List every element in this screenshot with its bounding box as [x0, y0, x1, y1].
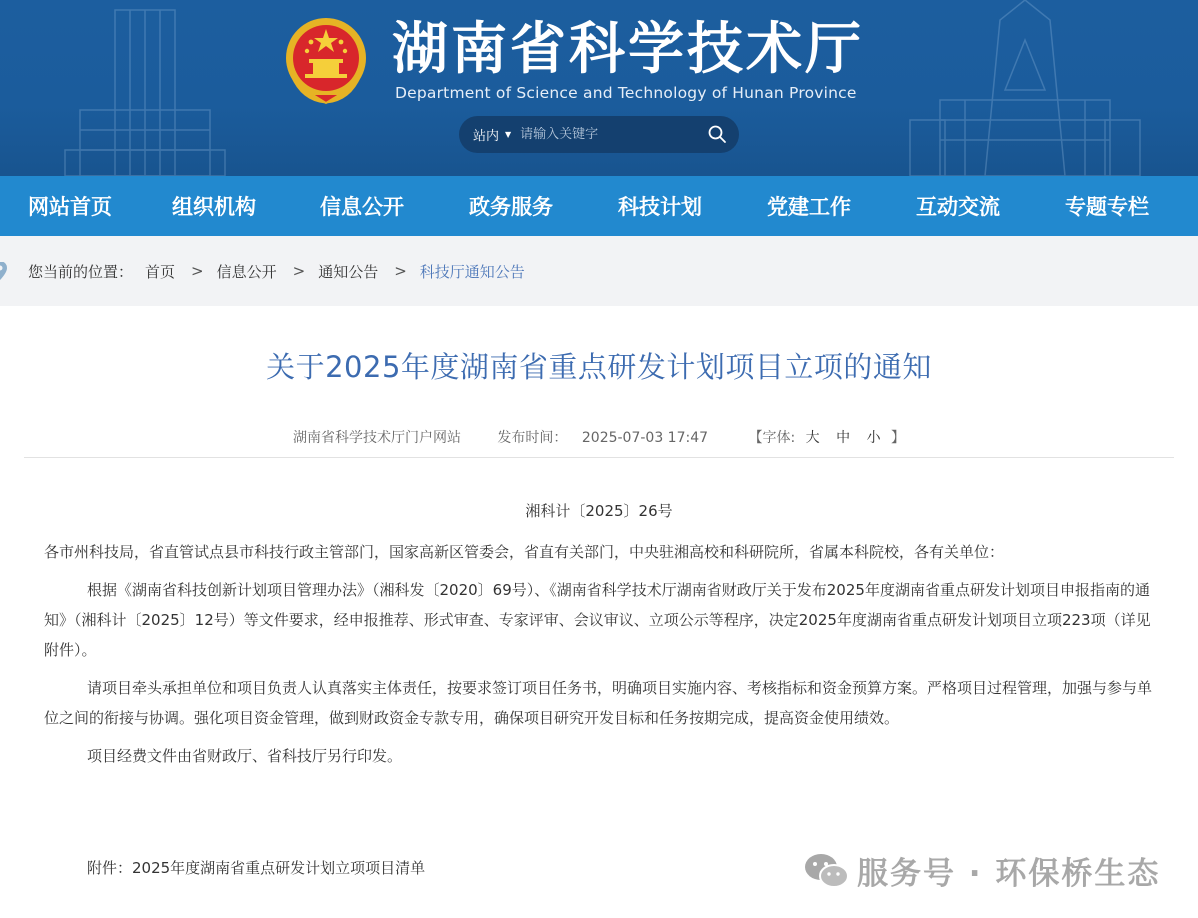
nav-item-sci-tech-plan[interactable]: 科技计划 [618, 195, 702, 219]
nav-item-gov-services[interactable]: 政务服务 [469, 195, 553, 219]
attachment-link[interactable]: 附件：2025年度湖南省重点研发计划立项项目清单 [87, 859, 426, 877]
search-scope-label: 站内 [473, 129, 500, 144]
font-size-control [749, 427, 906, 447]
national-emblem-icon [283, 15, 369, 105]
breadcrumb-separator: > [191, 262, 204, 280]
search-icon[interactable] [707, 124, 727, 144]
nav-item-party-building[interactable]: 党建工作 [767, 195, 851, 219]
publish-date-label: 发布时间： [497, 430, 568, 446]
breadcrumb [0, 236, 1198, 306]
article-title: 关于2025年度湖南省重点研发计划项目立项的通知 [266, 350, 932, 384]
building-left-illustration [60, 0, 230, 176]
breadcrumb-info-disclosure[interactable]: 信息公开 [216, 262, 277, 281]
font-size-small-button[interactable]: 小 [866, 430, 881, 446]
site-header [0, 0, 1198, 176]
article-meta [0, 427, 1198, 447]
watermark-text: 服务号 · 环保桥生态 [857, 856, 1161, 892]
location-pin-icon [0, 262, 14, 280]
article-body [44, 537, 1156, 771]
publish-date: 2025-07-03 17:47 [581, 430, 709, 446]
breadcrumb-current[interactable]: 科技厅通知公告 [419, 262, 525, 281]
paragraph: 项目经费文件由省财政厅、省科技厅另行印发。 [87, 747, 403, 765]
main-nav [0, 176, 1198, 236]
site-title: 湖南省科学技术厅 [392, 17, 864, 82]
nav-item-info-disclosure[interactable]: 信息公开 [320, 195, 404, 219]
font-size-medium-button[interactable]: 中 [836, 430, 851, 446]
nav-item-home[interactable]: 网站首页 [28, 195, 112, 219]
font-size-prefix: 【字体: [748, 430, 796, 446]
breadcrumb-notices[interactable]: 通知公告 [318, 262, 379, 281]
article-source: 湖南省科学技术厅门户网站 [292, 430, 461, 446]
breadcrumb-label: 您当前的位置： [28, 262, 134, 281]
breadcrumb-separator: > [292, 262, 306, 280]
title-divider [24, 457, 1174, 458]
breadcrumb-home[interactable]: 首页 [145, 262, 176, 281]
wechat-icon [803, 851, 849, 891]
building-right-illustration [905, 0, 1145, 176]
paragraph: 请项目牵头承担单位和项目负责人认真落实主体责任，按要求签订项目任务书，明确项目实施内容、考核指标和资金预算方案。严格项目过程管理，加强与参与单位之间的衔接与协调。强化项目资金管理，做到财政资金专款专用，确保项目研究开发目标和任务按期完成，提高资金使用绩效。 [44, 679, 1153, 727]
site-subtitle: Department of Science and Technology of Hunan Province [395, 84, 857, 102]
search-bar [459, 116, 739, 153]
breadcrumb-separator: > [394, 262, 407, 280]
paragraph: 根据《湖南省科技创新计划项目管理办法》（湘科发〔2020〕69号）、《湖南省科学技术厅湖南省财政厅关于发布2025年度湖南省重点研发计划项目申报指南的通知》（湘科计〔2025〕12号）等文件要求，经申报推荐、形式审查、专家评审、会议审议、立项公示等程序，决定2025年度湖南省重点研发计划项目立项223项（详见附件）。 [44, 581, 1151, 659]
chevron-down-icon: ▼ [505, 130, 512, 139]
nav-item-special-topics[interactable]: 专题专栏 [1065, 195, 1149, 219]
recipients-line: 各市州科技局，省直管试点县市科技行政主管部门，国家高新区管委会，省直有关部门，中央驻湘高校和科研院所，省属本科院校，各有关单位： [44, 543, 1005, 561]
nav-item-interaction[interactable]: 互动交流 [916, 195, 1000, 219]
document-number: 湘科计〔2025〕26号 [525, 502, 673, 520]
font-size-suffix: 】 [891, 430, 906, 446]
search-scope-dropdown[interactable] [473, 125, 511, 144]
nav-item-organization[interactable]: 组织机构 [172, 195, 256, 219]
search-input[interactable] [520, 127, 690, 142]
font-size-large-button[interactable]: 大 [805, 430, 820, 446]
watermark [803, 848, 1160, 893]
